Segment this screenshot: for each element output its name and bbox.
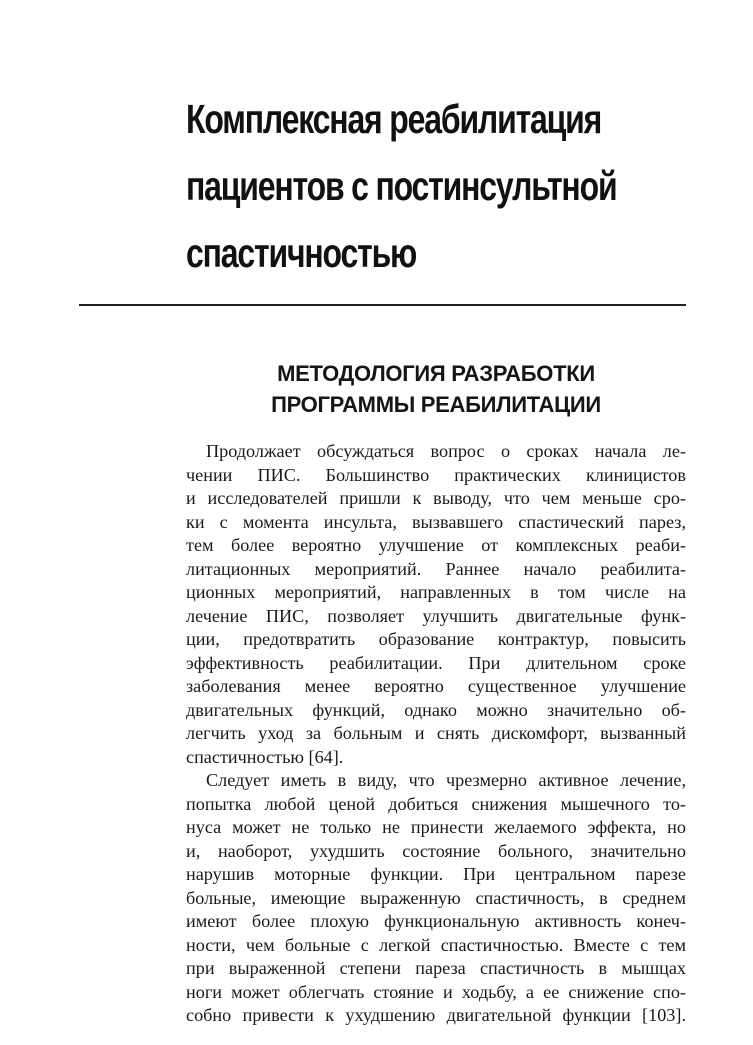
section-title-line: ПРОГРАММЫ РЕАБИЛИТАЦИИ — [271, 392, 601, 417]
text-line: собно привести к ухудшению двигательной функции [103]. — [186, 1005, 686, 1025]
title-divider — [79, 304, 686, 306]
text-line: ноги может облегчать стояние и ходьбу, а ее снижение спо- — [186, 981, 686, 1002]
section-title — [186, 358, 686, 420]
section-title-line: МЕТОДОЛОГИЯ РАЗРАБОТКИ — [277, 361, 595, 386]
text-line: больные, имеющие выраженную спастичность, в среднем — [186, 887, 686, 908]
text-line: тем более вероятно улучшение от комплексных реаби- — [186, 535, 686, 555]
text-line: Следует иметь в виду, что чрезмерно активное лечение, — [206, 770, 686, 790]
text-line: ки с момента инсульта, вызвавшего спастический парез, — [186, 511, 686, 532]
chapter-title — [186, 86, 617, 287]
text-line: литационных мероприятий. Раннее начало реабилита- — [186, 558, 686, 579]
text-line: легчить уход за больным и снять дискомфорт, вызванный — [186, 723, 686, 743]
chapter-title-line: Комплексная реабилитация — [186, 96, 602, 142]
text-line: попытка любой ценой добиться снижения мышечного то- — [186, 793, 686, 814]
text-line: лечение ПИС, позволяет улучшить двигательные функ- — [186, 605, 686, 626]
paragraph — [186, 440, 686, 769]
text-line: ции, предотвратить образование контрактур, повысить — [186, 629, 686, 649]
text-line: имеют более плохую функциональную активность конеч- — [186, 911, 686, 931]
text-line: и исследователей пришли к выводу, что чем меньше сро- — [186, 488, 686, 508]
chapter-title-line: спастичностью — [186, 230, 417, 276]
text-line: спастичностью [64]. — [186, 746, 344, 767]
text-line: и, наоборот, ухудшить состояние больного, значительно — [186, 840, 686, 861]
paragraph — [186, 769, 686, 1028]
text-line: двигательных функций, однако можно значительно об- — [186, 699, 686, 720]
text-line: Продолжает обсуждаться вопрос о сроках начала ле- — [206, 441, 686, 461]
chapter-title-line: пациентов с постинсультной — [186, 163, 617, 209]
text-line: заболевания менее вероятно существенное улучшение — [186, 676, 686, 696]
text-line: нарушив моторные функции. При центральном парезе — [186, 864, 686, 884]
text-line: ности, чем больные с легкой спастичностью. Вместе с тем — [186, 934, 686, 955]
text-line: ционных мероприятий, направленных в том числе на — [186, 582, 686, 602]
text-line: при выраженной степени пареза спастичность в мышцах — [186, 958, 686, 978]
text-line: эффективность реабилитации. При длительном сроке — [186, 652, 686, 673]
text-line: чении ПИС. Большинство практических клиницистов — [186, 464, 686, 485]
body-text — [186, 440, 686, 1028]
text-line: нуса может не только не принести желаемого эффекта, но — [186, 817, 686, 837]
